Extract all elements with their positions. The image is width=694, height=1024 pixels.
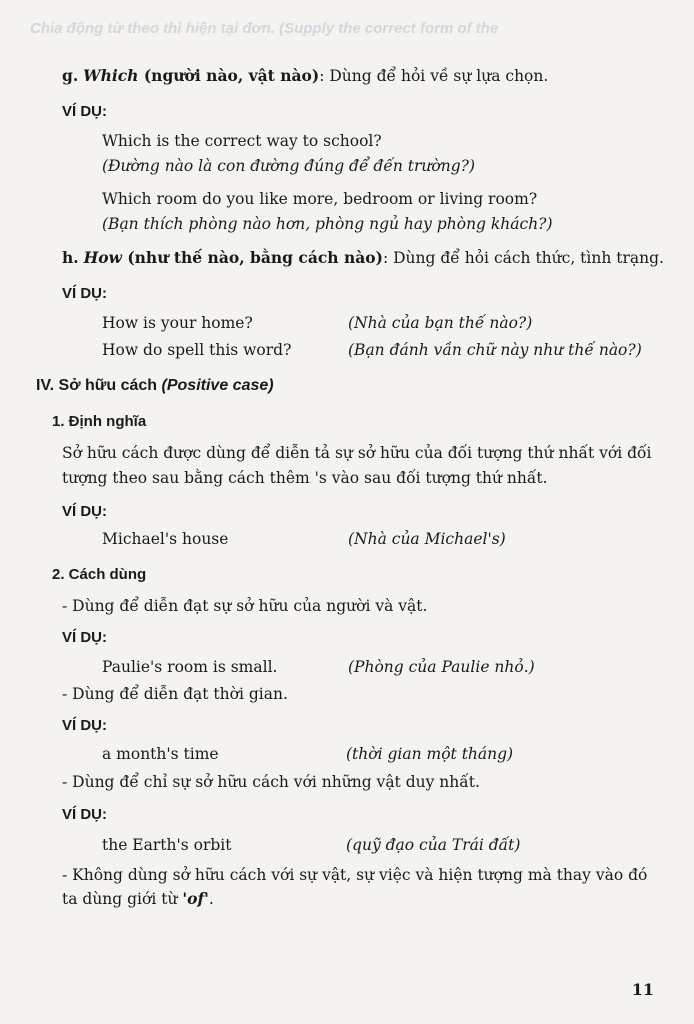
usage-desc: - Dùng để diễn đạt sự sở hữu của người và vật. (62, 597, 428, 615)
subsection-definition: 1. Định nghĩa (52, 413, 147, 430)
usage-desc: - Dùng để chỉ sự sở hữu cách với những vật duy nhất. (62, 773, 480, 791)
section-title: IV. Sở hữu cách (Positive case) (36, 377, 274, 394)
example-vi: (Bạn thích phòng nào hơn, phòng ngủ hay phòng khách?) (102, 215, 553, 233)
example-en: Paulie's room is small. (102, 658, 278, 676)
example-en: a month's time (102, 745, 219, 763)
example-label: VÍ DỤ: (62, 629, 107, 646)
subsection-usage: 2. Cách dùng (52, 566, 147, 583)
example-en: Which room do you like more, bedroom or living room? (102, 190, 538, 208)
example-vi: (Nhà của bạn thế nào?) (348, 314, 533, 332)
example-en: Which is the correct way to school? (102, 132, 382, 150)
example-vi: (Phòng của Paulie nhỏ.) (348, 658, 535, 676)
example-vi: (thời gian một tháng) (346, 745, 514, 763)
example-en: How do spell this word? (102, 341, 292, 359)
example-label: VÍ DỤ: (62, 503, 107, 520)
usage-desc: - Dùng để diễn đạt thời gian. (62, 685, 288, 703)
paragraph-line: Sở hữu cách được dùng để diễn tả sự sở hữu của đối tượng thứ nhất với đối (62, 444, 652, 462)
example-vi: (quỹ đạo của Trái đất) (346, 836, 521, 854)
example-vi: (Bạn đánh vần chữ này như thế nào?) (348, 341, 642, 359)
example-label: VÍ DỤ: (62, 103, 107, 120)
page-number: 11 (631, 980, 654, 999)
paragraph-line: - Không dùng sở hữu cách với sự vật, sự việc và hiện tượng mà thay vào đó (62, 866, 648, 884)
example-en: How is your home? (102, 314, 253, 332)
heading-g: g. Which (người nào, vật nào): Dùng để hỏi về sự lựa chọn. (62, 66, 549, 85)
example-vi: (Đường nào là con đường đúng để đến trường?) (102, 157, 476, 175)
example-label: VÍ DỤ: (62, 717, 107, 734)
example-label: VÍ DỤ: (62, 806, 107, 823)
example-label: VÍ DỤ: (62, 285, 107, 302)
paragraph-line: ta dùng giới từ 'of'. (62, 889, 214, 908)
example-en: Michael's house (102, 530, 229, 548)
bleed-through-text: Chia động từ theo thì hiện tại đơn. (Supply the correct form of the (30, 20, 499, 37)
example-vi: (Nhà của Michael's) (348, 530, 506, 548)
heading-h: h. How (như thế nào, bằng cách nào): Dùng để hỏi cách thức, tình trạng. (62, 248, 664, 267)
paragraph-line: tượng theo sau bằng cách thêm 's vào sau đối tượng thứ nhất. (62, 469, 548, 487)
example-en: the Earth's orbit (102, 836, 232, 854)
